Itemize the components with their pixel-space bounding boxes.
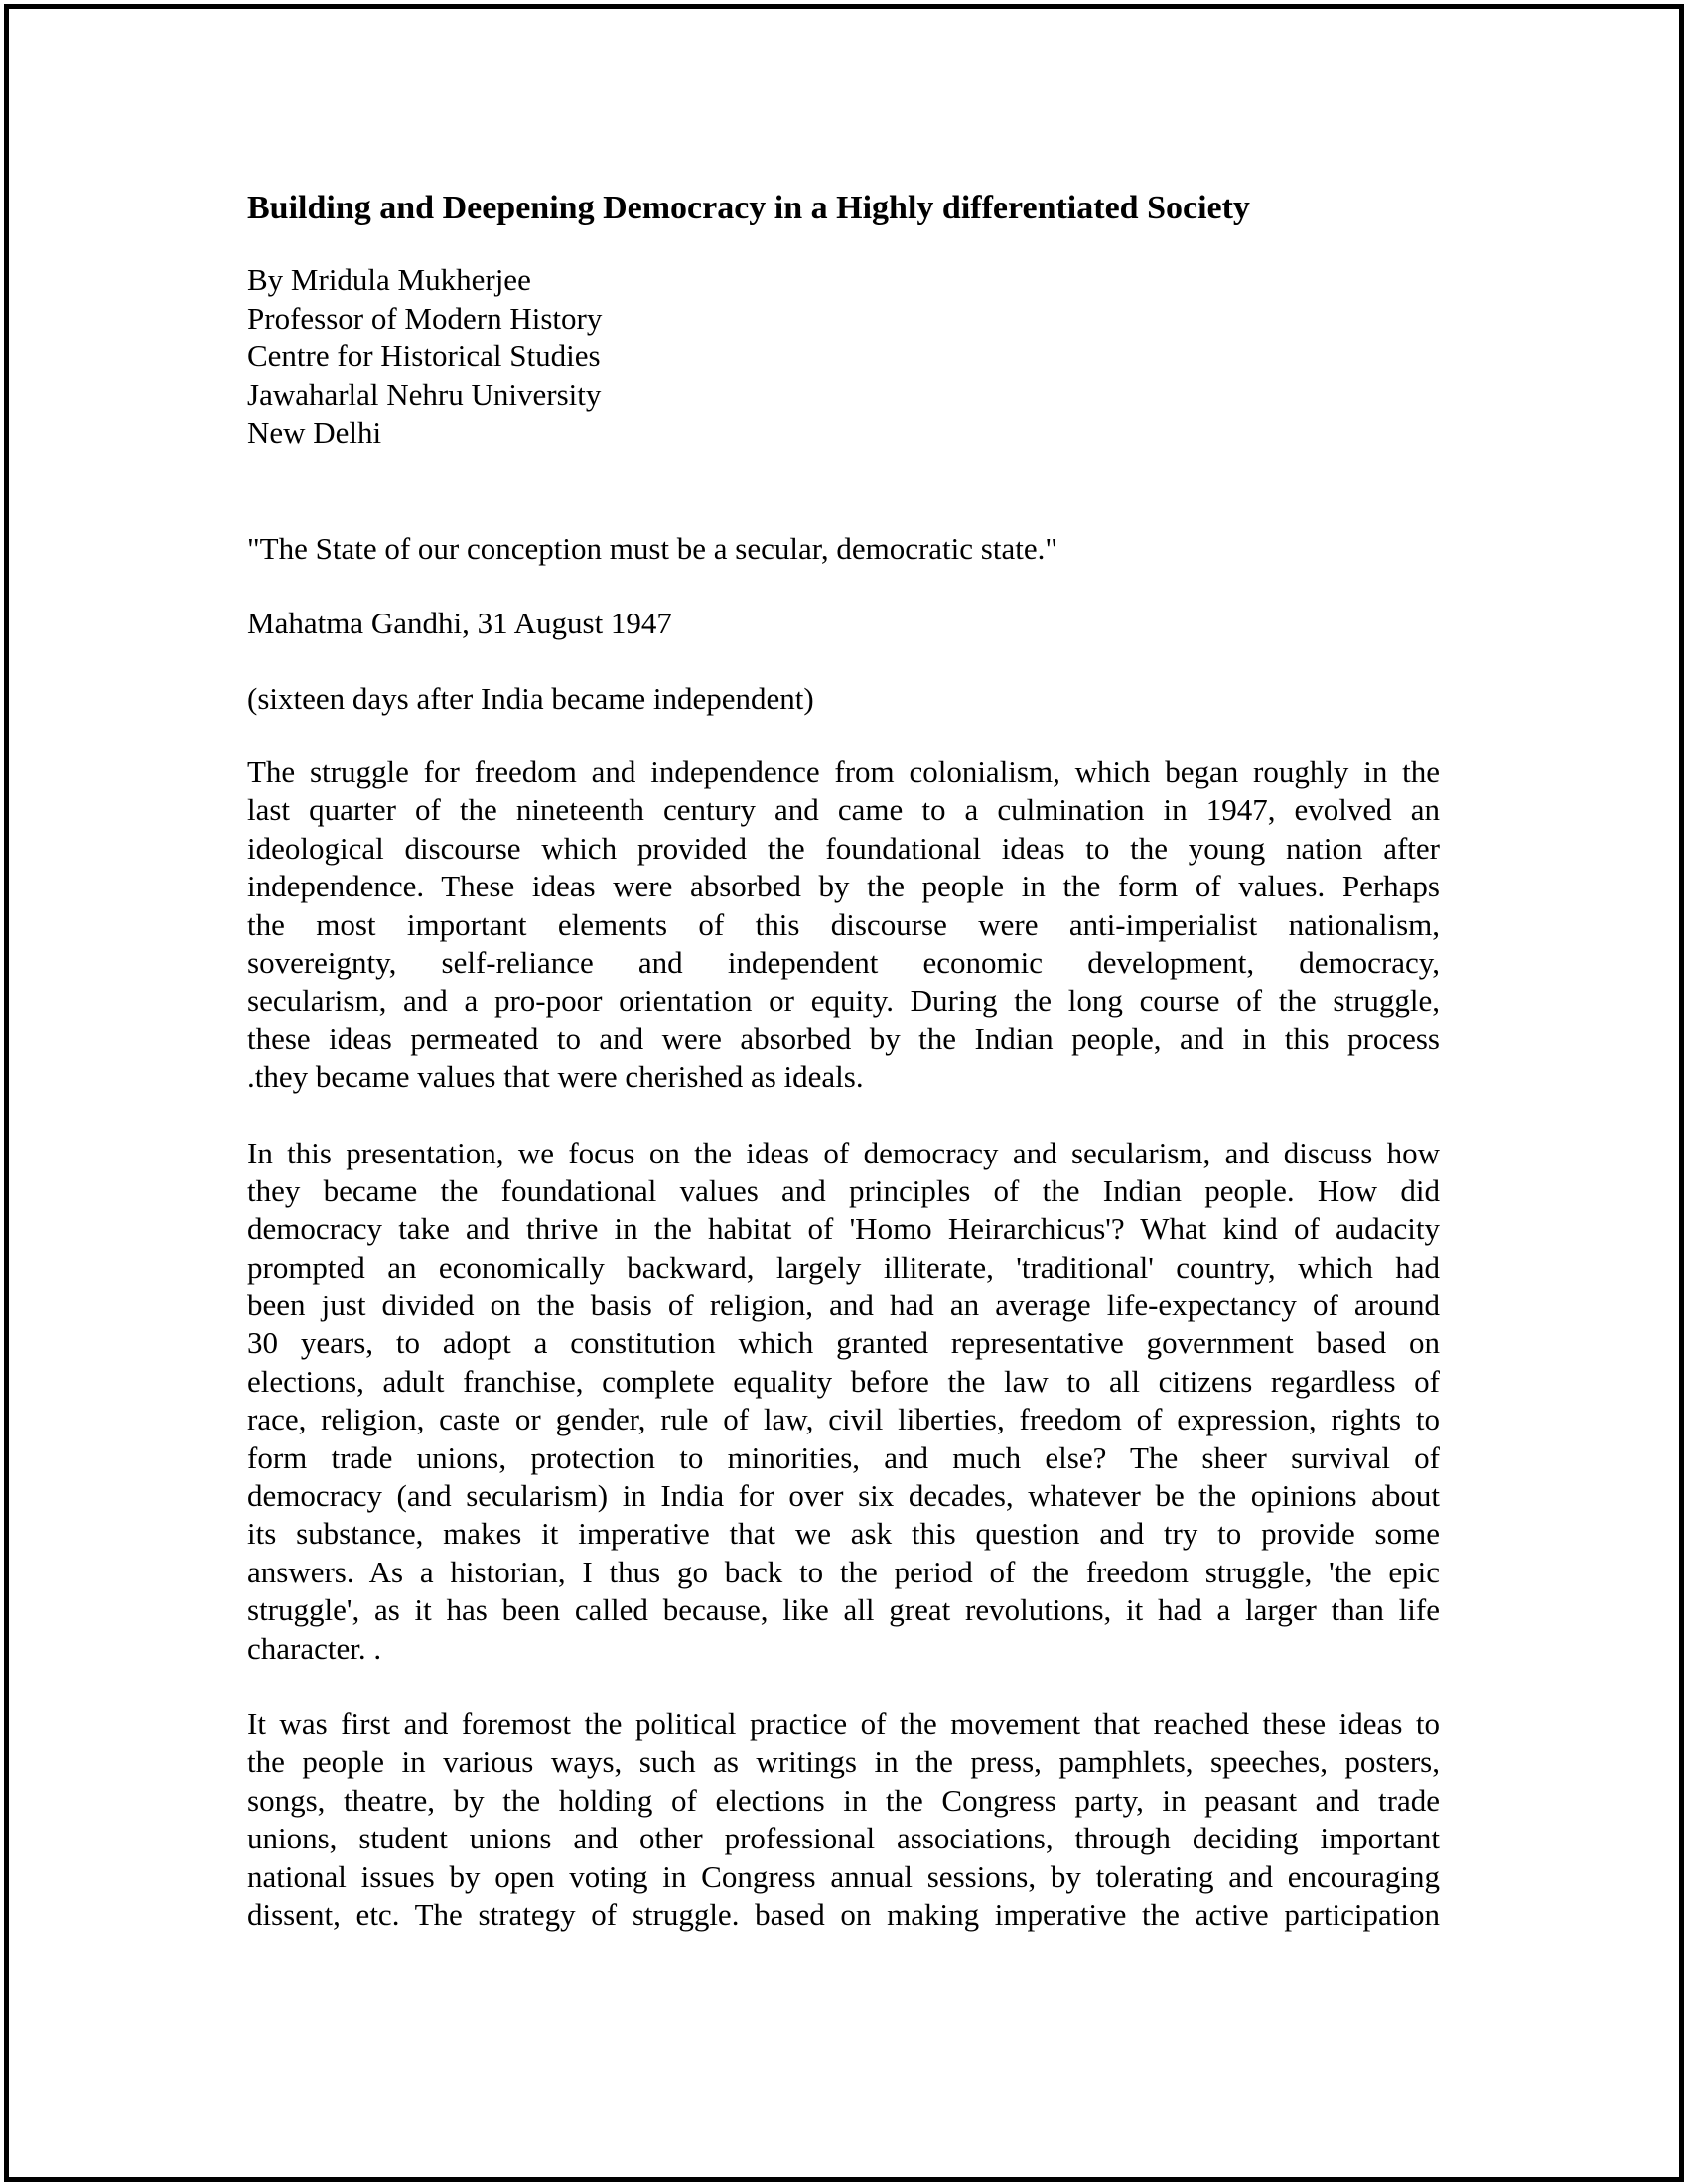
paragraph-line: prompted an economically backward, largely illiterate, 'traditional' country, which had [247,1249,1440,1285]
paragraph-line: these ideas permeated to and were absorbed by the Indian people, and in this process [247,1021,1440,1056]
body-paragraph-1 [247,753,1440,1097]
paragraph-line: the most important elements of this discourse were anti-imperialist nationalism, [247,906,1440,942]
paragraph-line: sovereignty, self-reliance and independent economic development, democracy, [247,944,1440,980]
paragraph-line: form trade unions, protection to minorities, and much else? The sheer survival of [247,1439,1440,1475]
paragraph-line: .they became values that were cherished as ideals. [247,1059,864,1095]
paragraph-line: character. . [247,1630,382,1666]
paragraph-line: dissent, etc. The strategy of struggle. based on making imperative the active participation [247,1896,1440,1932]
paragraph-line: unions, student unions and other professional associations, through deciding important [247,1821,1440,1856]
author-city: New Delhi [247,415,382,450]
author-block [247,261,1440,453]
author-position: Professor of Modern History [247,300,603,336]
paragraph-line: democracy (and secularism) in India for over six decades, whatever be the opinions about [247,1478,1440,1514]
paragraph-line: ideological discourse which provided the foundational ideas to the young nation after [247,830,1440,866]
author-department: Centre for Historical Studies [247,339,601,373]
epigraph-note: (sixteen days after India became independent) [247,680,814,716]
paragraph-line: In this presentation, we focus on the ideas of democracy and secularism, and discuss how [247,1135,1440,1170]
author-university: Jawaharlal Nehru University [247,376,602,412]
paragraph-line: struggle', as it has been called because, like all great revolutions, it had a larger than life [247,1592,1440,1628]
document-content [247,189,1440,1934]
paragraph-line: 30 years, to adopt a constitution which granted representative government based on [247,1325,1440,1361]
paragraph-line: the people in various ways, such as writings in the press, pamphlets, speeches, posters, [247,1744,1440,1780]
author-name: By Mridula Mukherjee [247,262,531,297]
paragraph-line: been just divided on the basis of religion, and had an average life-expectancy of around [247,1288,1440,1323]
paragraph-line: last quarter of the nineteenth century and came to a culmination in 1947, evolved an [247,792,1440,828]
paragraph-line: songs, theatre, by the holding of elections in the Congress party, in peasant and trade [247,1782,1440,1818]
paragraph-line: they became the foundational values and principles of the Indian people. How did [247,1172,1440,1208]
body-paragraph-2 [247,1135,1440,1668]
paragraph-line: elections, adult franchise, complete equality before the law to all citizens regardless of [247,1363,1440,1399]
epigraph-attribution: Mahatma Gandhi, 31 August 1947 [247,606,672,640]
paragraph-line: secularism, and a pro-poor orientation or equity. During the long course of the struggle, [247,983,1440,1019]
paragraph-line: national issues by open voting in Congress annual sessions, by tolerating and encouraging [247,1858,1440,1894]
paragraph-line: democracy take and thrive in the habitat of 'Homo Heirarchicus'? What kind of audacity [247,1211,1440,1247]
paragraph-line: independence. These ideas were absorbed by the people in the form of values. Perhaps [247,869,1440,904]
paragraph-line: race, religion, caste or gender, rule of law, civil liberties, freedom of expression, rights to [247,1402,1440,1437]
paragraph-line: its substance, makes it imperative that we ask this question and try to provide some [247,1516,1440,1552]
paragraph-line: It was first and foremost the political practice of the movement that reached these ideas to [247,1706,1440,1741]
paragraph-line: answers. As a historian, I thus go back to the period of the freedom struggle, 'the epic [247,1554,1440,1589]
body-paragraph-3 [247,1706,1440,1934]
paragraph-line: The struggle for freedom and independence from colonialism, which began roughly in the [247,754,1440,789]
document-title: Building and Deepening Democracy in a Highly differentiated Society [247,190,1250,226]
epigraph-quote: "The State of our conception must be a secular, democratic state." [247,530,1057,566]
